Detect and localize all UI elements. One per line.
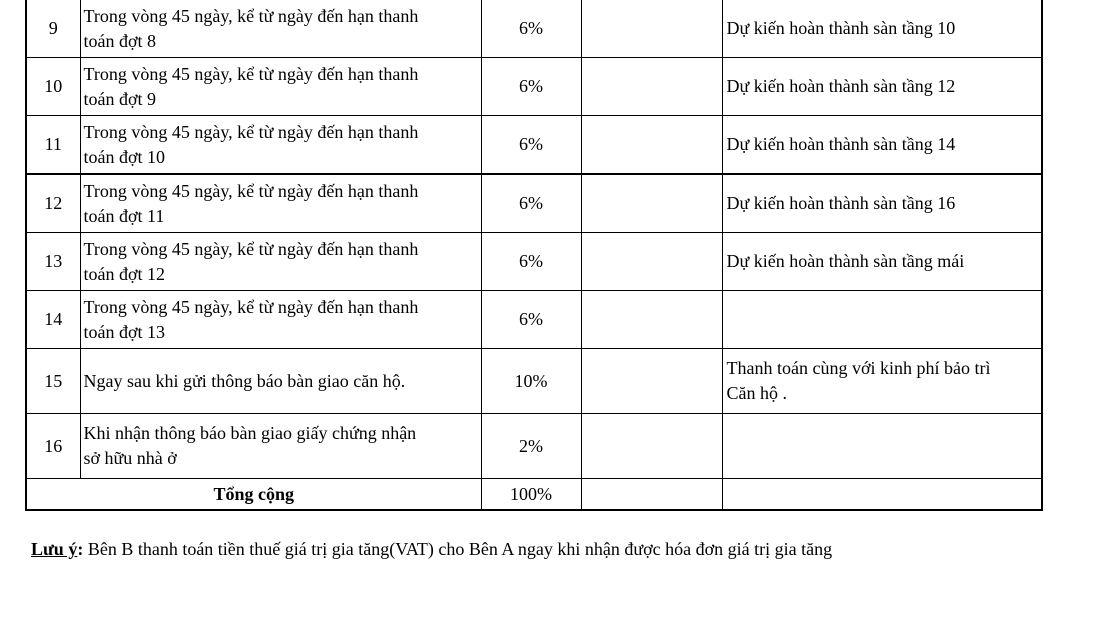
note-line-2: Căn hộ . (726, 383, 787, 403)
total-note-cell (722, 479, 1042, 511)
table-row (26, 174, 1042, 233)
row-percent: 6% (481, 58, 581, 116)
total-amount-cell (581, 479, 722, 511)
total-row (26, 479, 1042, 511)
row-note (722, 291, 1042, 349)
row-number: 16 (26, 414, 80, 479)
row-percent: 6% (481, 116, 581, 175)
row-note: Dự kiến hoàn thành sàn tầng mái (722, 233, 1042, 291)
row-description (80, 233, 481, 291)
row-amount-cell (581, 233, 722, 291)
table-row (26, 291, 1042, 349)
row-description (80, 291, 481, 349)
row-amount-cell (581, 58, 722, 116)
row-number: 10 (26, 58, 80, 116)
row-description (80, 414, 481, 479)
table-row (26, 349, 1042, 414)
row-amount-cell (581, 349, 722, 414)
footnote-text: Bên B thanh toán tiền thuế giá trị gia tăng(VAT) cho Bên A ngay khi nhận được hóa đơn giá trị gia tăng (83, 539, 833, 559)
row-amount-cell (581, 0, 722, 58)
row-note: Dự kiến hoàn thành sàn tầng 14 (722, 116, 1042, 175)
row-number: 12 (26, 174, 80, 233)
description-line-2: toán đợt 11 (83, 205, 165, 226)
total-label: Tổng cộng (26, 479, 481, 511)
table-row (26, 414, 1042, 479)
description-line-2: toán đợt 12 (83, 263, 166, 284)
row-number: 11 (26, 116, 80, 175)
description-line-2: toán đợt 10 (83, 146, 166, 167)
row-number: 9 (26, 0, 80, 58)
row-note (722, 349, 1042, 414)
note-line-1: Thanh toán cùng với kinh phí bảo trì (726, 358, 991, 378)
row-description (80, 58, 481, 116)
row-note: Dự kiến hoàn thành sàn tầng 16 (722, 174, 1042, 233)
table-row (26, 0, 1042, 58)
payment-schedule-sheet (25, 0, 1043, 511)
row-percent: 6% (481, 0, 581, 58)
description-line-1: Trong vòng 45 ngày, kể từ ngày đến hạn thanh (83, 5, 419, 26)
row-note: Dự kiến hoàn thành sàn tầng 12 (722, 58, 1042, 116)
row-percent: 6% (481, 174, 581, 233)
row-percent: 2% (481, 414, 581, 479)
row-amount-cell (581, 414, 722, 479)
row-percent: 6% (481, 233, 581, 291)
row-number: 14 (26, 291, 80, 349)
description-line-2: toán đợt 8 (83, 30, 157, 51)
row-number: 13 (26, 233, 80, 291)
description-line-1: Trong vòng 45 ngày, kể từ ngày đến hạn thanh (83, 296, 419, 317)
row-amount-cell (581, 116, 722, 175)
row-number: 15 (26, 349, 80, 414)
row-description (80, 0, 481, 58)
table-row (26, 116, 1042, 175)
description-line-1: Trong vòng 45 ngày, kể từ ngày đến hạn thanh (83, 121, 419, 142)
row-description: Ngay sau khi gửi thông báo bàn giao căn hộ. (80, 349, 481, 414)
footnote-colon: : (77, 539, 84, 559)
table-row (26, 233, 1042, 291)
row-note (722, 414, 1042, 479)
description-line-2: sở hữu nhà ở (83, 448, 177, 468)
row-note: Dự kiến hoàn thành sàn tầng 10 (722, 0, 1042, 58)
row-amount-cell (581, 174, 722, 233)
row-percent: 10% (481, 349, 581, 414)
description-line-2: toán đợt 9 (83, 88, 157, 109)
payment-schedule-table (25, 0, 1043, 511)
description-line-2: toán đợt 13 (83, 321, 166, 342)
footnote-label: Lưu ý (31, 539, 78, 559)
total-percent: 100% (481, 479, 581, 511)
row-amount-cell (581, 291, 722, 349)
description-line-1: Trong vòng 45 ngày, kể từ ngày đến hạn thanh (83, 63, 419, 84)
row-description (80, 116, 481, 175)
footnote (31, 537, 832, 562)
row-description (80, 174, 481, 233)
row-percent: 6% (481, 291, 581, 349)
description-line-1: Trong vòng 45 ngày, kể từ ngày đến hạn thanh (83, 238, 419, 259)
description-line-1: Trong vòng 45 ngày, kể từ ngày đến hạn thanh (83, 180, 419, 201)
description-line-1: Khi nhận thông báo bàn giao giấy chứng nhận (83, 423, 417, 443)
table-row (26, 58, 1042, 116)
